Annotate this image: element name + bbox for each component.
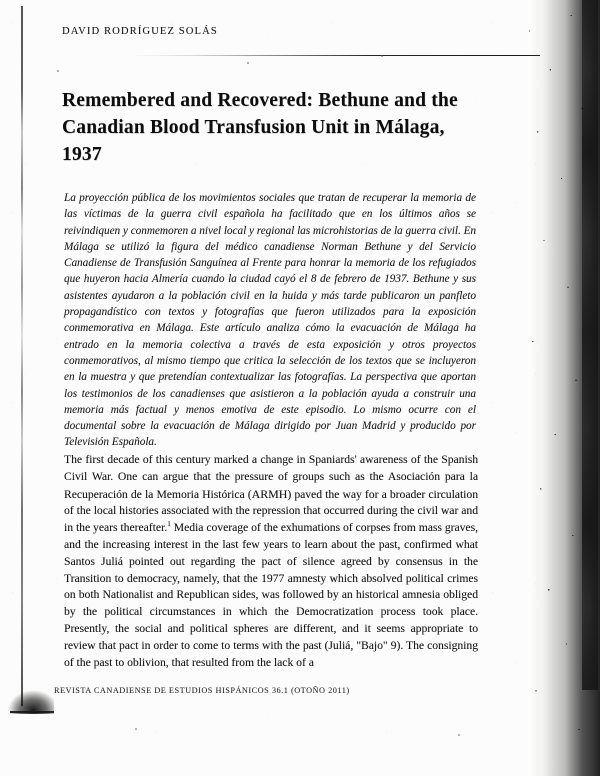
acronym-armh: ARMH bbox=[251, 486, 288, 501]
scan-edge-shadow-right bbox=[520, 0, 600, 776]
body-text-part-1: The first decade of this century marked a change in Spaniards' awareness of the Spanish Civil War. One can argue that the pressure of groups such as the Asociación para la Recuperación de la Memoria Histórica ( bbox=[64, 453, 478, 501]
journal-citation-footer: REVISTA CANADIENSE DE ESTUDIOS HISPÁNICOS 36.1 (OTOÑO 2011) bbox=[54, 686, 350, 695]
abstract-spanish: La proyección pública de los movimientos sociales que tratan de recuperar la memoria de las víctimas de la guerra civil española ha facilitado que en los últimos años se reivindiquen y conmemoren a nivel local y regional las microhistorias de la guerra civil. En Málaga se utilizó la figura del médico canadiense Norman Bethune y del Servicio Canadiense de Transfusión Sanguínea al Frente para honrar la memoria de los refugiados que huyeron hacia Almería cuando la ciudad cayó el 8 de febrero de 1937. Bethune y sus asistentes ayudaron a la población civil en la huida y más tarde publicaron un panfleto propagandístico con textos y fotografías que fueron utilizados para la exposición conmemorativa en Málaga. Este artículo analiza cómo la evacuación de Málaga ha entrado en la memoria colectiva a través de esta exposición y otros proyectos conmemorativos, al mismo tiempo que critica la selección de los textos que se incluyeron en la muestra y que pretendían contextualizar las fotografías. La perspectiva que aportan los testimonios de los canadienses que asistieron a la población ayuda a construir una memoria más factual y menos emotiva de este episodio. Lo mismo ocurre con el documental sobre la evacuación de Málaga dirigido por Juan Madrid y producido por Televisión Española. bbox=[64, 192, 476, 449]
scan-speck bbox=[57, 70, 59, 72]
body-text-part-3: Media coverage of the exhumations of corpses from mass graves, and the increasing interest in the last few years to learn about the past, confirmed what Santos Juliá pointed out regarding the pact of silence agreed by consensus in the Transition to democracy, namely, that the 1977 amnesty which absolved political crimes on both Nationalist and Republican sides, was followed by an historical amnesia obliged by the political circumstances in which the Democratization process took place. Presently, the social and political spheres are different, and it seems appropriate to review that pact in order to come to terms with the past (Juliá, "Bajo" 9). The consigning of the past to oblivion, that resulted from the lack of a bbox=[64, 521, 478, 669]
scan-speck bbox=[458, 734, 460, 736]
footnote-marker: 1 bbox=[167, 519, 171, 529]
scan-edge-speckle-right bbox=[520, 0, 600, 776]
scan-gutter-left-line bbox=[21, 6, 23, 706]
article-title: Remembered and Recovered: Bethune and the Canadian Blood Transfusion Unit in Málaga, 1937 bbox=[62, 90, 458, 166]
scan-speck bbox=[247, 62, 249, 64]
scan-speck bbox=[381, 55, 383, 57]
scan-edge-mark-bottom-left bbox=[10, 711, 54, 713]
body-text-part-2: ) paved the way for a broader circulation of the local histories associated with the repression that occurred during the civil war and in the years thereafter. bbox=[64, 487, 478, 535]
body-paragraph-first bbox=[64, 452, 478, 671]
scan-speck bbox=[135, 728, 137, 730]
scan-artifact-top-rule bbox=[120, 55, 540, 56]
running-head-author: DAVID RODRÍGUEZ SOLÁS bbox=[62, 26, 218, 37]
scan-edge-dark-bar-right bbox=[582, 0, 598, 690]
